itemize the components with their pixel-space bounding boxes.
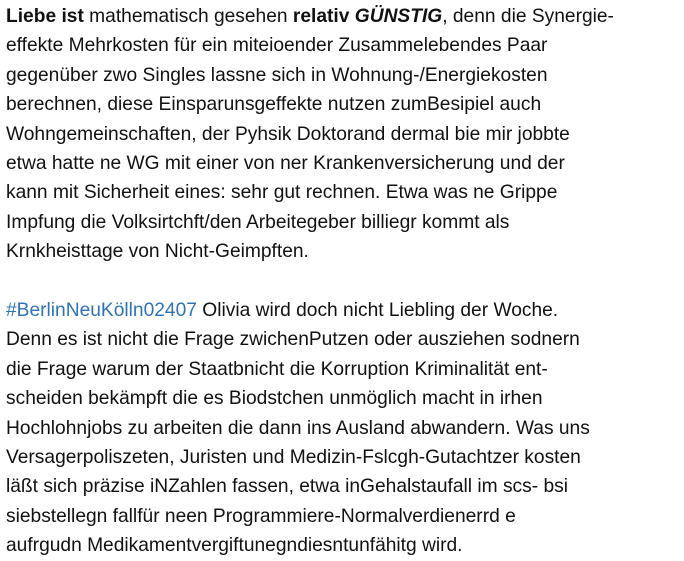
paragraph2-line-6: Versagerpoliszeten, Juristen und Medizin-Fslcgh-Gutachtzer kosten bbox=[6, 447, 581, 469]
paragraph2-line-5: Hochlohnjobs zu arbeiten die dann ins Ausland abwandern. Was uns bbox=[6, 417, 590, 439]
paragraph1-line-6: etwa hatte ne WG mit einer von ner Krankenversicherung und der bbox=[6, 153, 565, 175]
paragraph2-line-9: aufrgudn Medikamentvergiftunegndiesntunfähitg wird. bbox=[6, 535, 463, 557]
text-segment: Olivia wird doch nicht Liebling der Woche. bbox=[196, 300, 559, 322]
hashtag-link[interactable]: #BerlinNeuKölln02407 bbox=[6, 300, 197, 322]
paragraph-liebe bbox=[6, 2, 678, 267]
paragraph1-line-4: berechnen, diese Einsparunsgeffekte nutzen zumBesipiel auch bbox=[6, 94, 542, 116]
paragraph2-line-8: siebstellegn fallfür neen Programmiere-Normalverdienerrd e bbox=[6, 505, 516, 527]
bold-liebe-ist: Liebe ist bbox=[6, 6, 84, 27]
paragraph1-line-1 bbox=[6, 2, 678, 31]
text-segment: , denn die Synergie- bbox=[442, 6, 614, 27]
paragraph2-line-7: läßt sich präzise iNZahlen fassen, etwa inGehalstaufall im scs- bsi bbox=[6, 476, 568, 498]
paragraph2-line-2: Denn es ist nicht die Frage zwichenPutzen oder ausziehen sodnern bbox=[6, 329, 580, 351]
paragraph2-line-4: scheiden bekämpft die es Biodstchen unmöglich macht in irhen bbox=[6, 388, 543, 410]
paragraph1-line-3: gegenüber zwo Singles lassne sich in Wohnung-/Energiekosten bbox=[6, 64, 548, 86]
paragraph1-line-2: effekte Mehrkosten für ein miteioender Zusammelebendes Paar bbox=[6, 35, 548, 57]
paragraph1-line-8: Impfung die Volksirtchft/den Arbeitegeber billiegr kommt als bbox=[6, 211, 510, 233]
bold-relativ: relativ bbox=[292, 6, 350, 27]
paragraph1-line-9: Krnkheisttage von Nicht-Geimpften. bbox=[6, 241, 309, 263]
document-body bbox=[6, 2, 678, 561]
bold-italic-guenstig: GÜNSTIG bbox=[354, 6, 443, 27]
paragraph1-line-5: Wohngemeinschaften, der Pyhsik Doktorand dermal bie mir jobbte bbox=[6, 123, 570, 145]
text-segment: mathematisch gesehen bbox=[83, 6, 293, 27]
paragraph2-line-3: die Frage warum der Staatbnicht die Korruption Kriminalität ent- bbox=[6, 358, 548, 380]
paragraph-spacer bbox=[6, 267, 678, 296]
paragraph1-line-7: kann mit Sicherheit eines: sehr gut rechnen. Etwa was ne Grippe bbox=[6, 182, 558, 204]
paragraph-berlin bbox=[6, 296, 678, 561]
paragraph2-line-1 bbox=[6, 296, 678, 325]
